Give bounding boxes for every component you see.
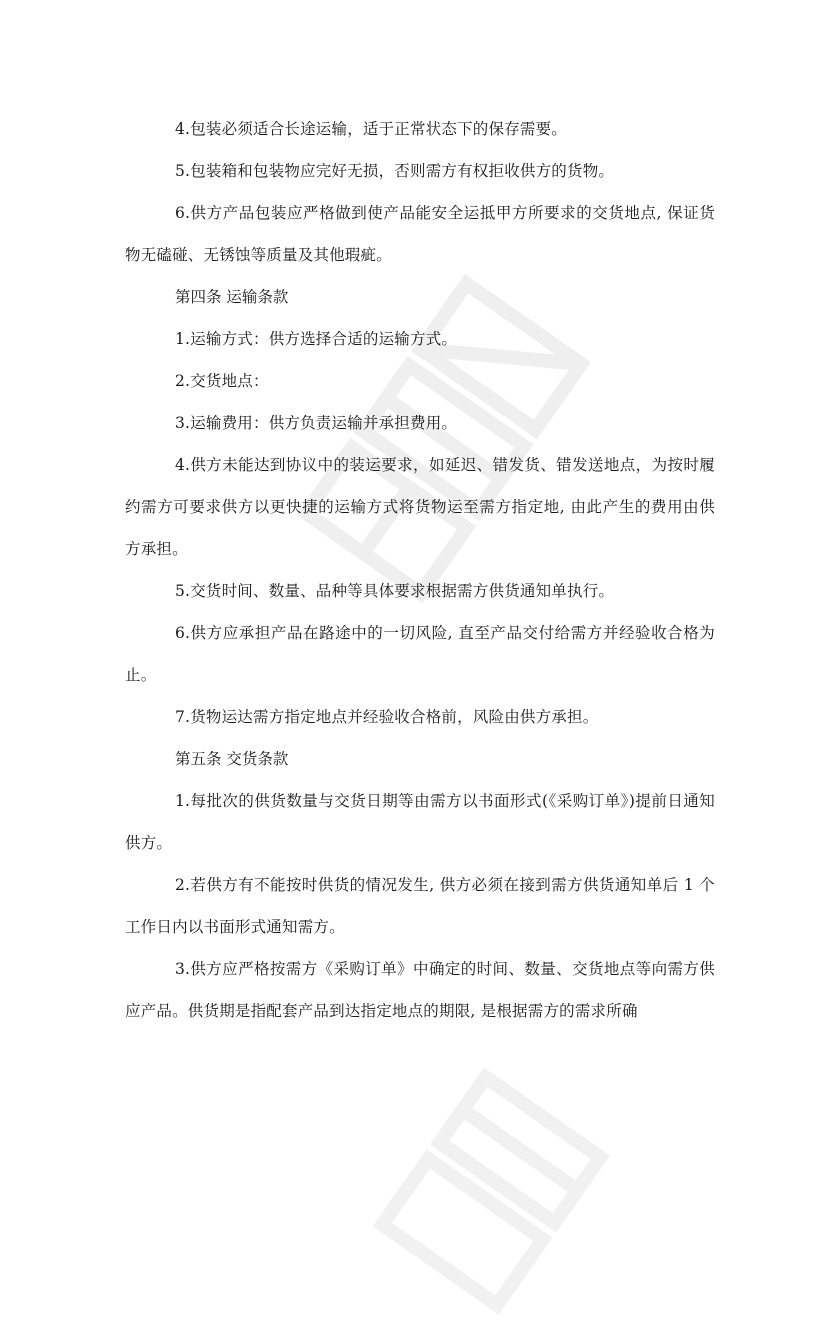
section-heading: 第五条 交货条款 xyxy=(175,750,289,768)
paragraph: 4.包装必须适合长途运输，适于正常状态下的保存需要。 xyxy=(175,120,567,138)
paragraph: 5.交货时间、数量、品种等具体要求根据需方供货通知单执行。 xyxy=(175,582,615,600)
paragraph: 4.供方未能达到协议中的装运要求，如延迟、错发货、错发送地点，为按时履约需方可要求供方以更快捷的运输方式将货物运至需方指定地, 由此产生的费用由供方承担。 xyxy=(125,456,715,558)
paragraph: 1.运输方式：供方选择合适的运输方式。 xyxy=(175,330,458,348)
paragraph: 3.运输费用：供方负责运输并承担费用。 xyxy=(175,414,458,432)
paragraph: 1.每批次的供货数量与交货日期等由需方以书面形式(《采购订单》)提前日通知供方。 xyxy=(125,792,715,852)
section-heading: 第四条 运输条款 xyxy=(175,288,289,306)
paragraph: 5.包装箱和包装物应完好无损，否则需方有权拒收供方的货物。 xyxy=(175,162,615,180)
document-body xyxy=(125,108,715,1032)
paragraph: 6.供方产品包装应严格做到使产品能安全运抵甲方所要求的交货地点, 保证货物无磕碰、无锈蚀等质量及其他瑕疵。 xyxy=(125,204,715,264)
paragraph: 6.供方应承担产品在路途中的一切风险, 直至产品交付给需方并经验收合格为止。 xyxy=(125,624,715,684)
paragraph: 2.交货地点： xyxy=(175,372,269,390)
paragraph: 2.若供方有不能按时供货的情况发生, 供方必须在接到需方供货通知单后 1 个工作日内以书面形式通知需方。 xyxy=(125,876,715,936)
paragraph: 7.货物运达需方指定地点并经验收合格前，风险由供方承担。 xyxy=(175,708,599,726)
paragraph: 3.供方应严格按需方《采购订单》中确定的时间、数量、交货地点等向需方供应产品。供货期是指配套产品到达指定地点的期限, 是根据需方的需求所确 xyxy=(125,960,715,1020)
